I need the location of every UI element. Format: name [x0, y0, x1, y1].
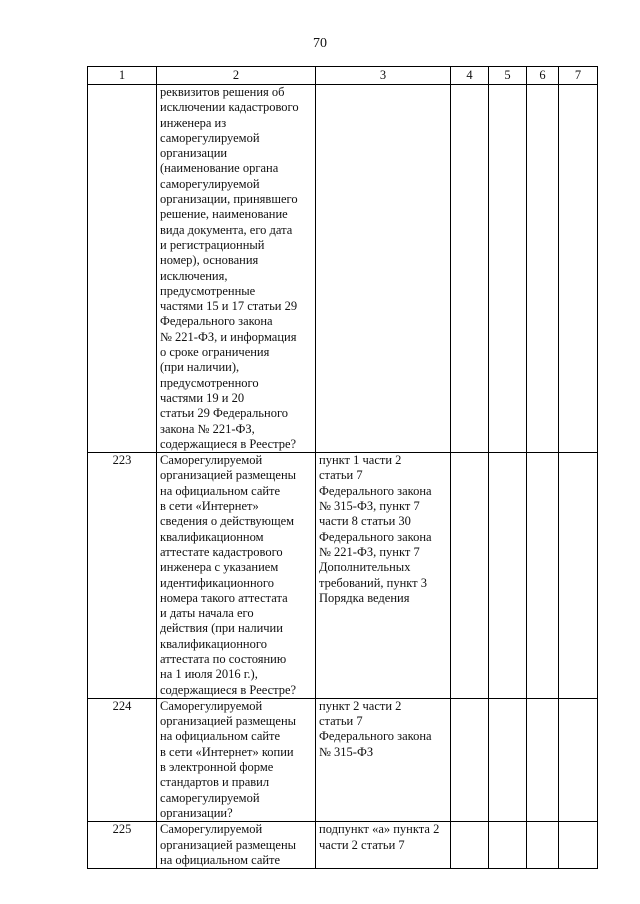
question-cell: Саморегулируемой организацией размещены на официальном сайте в сети «Интернет» копии в электронной форме стандартов и правил саморегулируемой организации?	[157, 698, 316, 821]
checklist-table	[87, 66, 598, 869]
answer-cell	[489, 822, 527, 869]
row-number: 223	[88, 453, 157, 699]
row-number	[88, 85, 157, 453]
answer-cell	[451, 85, 489, 453]
answer-cell	[527, 698, 559, 821]
answer-cell	[559, 822, 598, 869]
column-header: 4	[451, 67, 489, 85]
answer-cell	[451, 822, 489, 869]
legal-basis-cell: пункт 2 части 2 статьи 7 Федерального закона № 315-ФЗ	[316, 698, 451, 821]
question-cell: реквизитов решения об исключении кадастрового инженера из саморегулируемой организации (наименование органа саморегулируемой организации, принявшего решение, наименование вида документа, его дата и регистрационный номер), основания исключения, предусмотренные частями 15 и 17 статьи 29 Федерального закона № 221-ФЗ, и информация о сроке ограничения (при наличии), предусмотренного частями 19 и 20 статьи 29 Федерального закона № 221-ФЗ, содержащиеся в Реестре?	[157, 85, 316, 453]
answer-cell	[559, 85, 598, 453]
page-number: 70	[313, 36, 327, 51]
answer-cell	[559, 453, 598, 699]
answer-cell	[489, 698, 527, 821]
legal-basis-cell: подпункт «а» пункта 2 части 2 статьи 7	[316, 822, 451, 869]
table-header-row	[88, 67, 598, 85]
row-number: 225	[88, 822, 157, 869]
table-row	[88, 698, 598, 821]
question-cell: Саморегулируемой организацией размещены на официальном сайте в сети «Интернет» сведения о действующем квалификационном аттестате кадастрового инженера с указанием идентификационного номера такого аттестата и даты начала его действия (при наличии квалификационного аттестата по состоянию на 1 июля 2016 г.), содержащиеся в Реестре?	[157, 453, 316, 699]
column-header: 2	[157, 67, 316, 85]
legal-basis-cell	[316, 85, 451, 453]
column-header: 6	[527, 67, 559, 85]
question-cell: Саморегулируемой организацией размещены на официальном сайте	[157, 822, 316, 869]
answer-cell	[489, 85, 527, 453]
table-row	[88, 453, 598, 699]
column-header: 1	[88, 67, 157, 85]
answer-cell	[527, 822, 559, 869]
answer-cell	[527, 85, 559, 453]
column-header: 5	[489, 67, 527, 85]
column-header: 7	[559, 67, 598, 85]
answer-cell	[527, 453, 559, 699]
answer-cell	[451, 698, 489, 821]
table-row	[88, 822, 598, 869]
answer-cell	[489, 453, 527, 699]
answer-cell	[451, 453, 489, 699]
table-row	[88, 85, 598, 453]
row-number: 224	[88, 698, 157, 821]
legal-basis-cell: пункт 1 части 2 статьи 7 Федерального закона № 315-ФЗ, пункт 7 части 8 статьи 30 Федерального закона № 221-ФЗ, пункт 7 Дополнительных требований, пункт 3 Порядка ведения	[316, 453, 451, 699]
column-header: 3	[316, 67, 451, 85]
answer-cell	[559, 698, 598, 821]
